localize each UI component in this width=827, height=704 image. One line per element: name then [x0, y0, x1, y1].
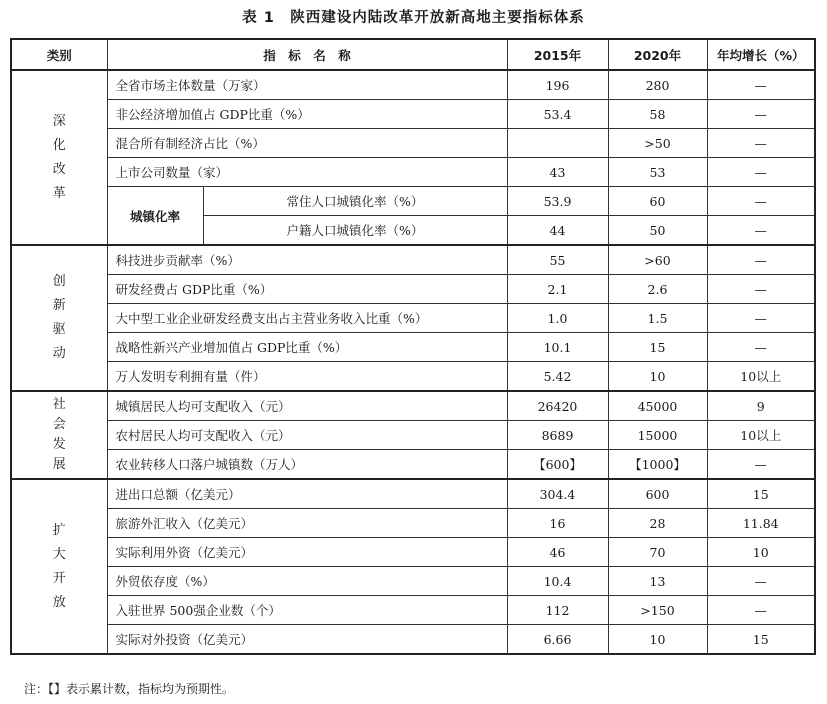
value-2015: 10.1: [507, 333, 608, 362]
table-row: [11, 100, 815, 129]
header-category: 类别: [11, 39, 107, 70]
category-cell: 深 化 改 革: [11, 70, 107, 245]
table-row: [11, 158, 815, 187]
value-2015: 304.4: [507, 479, 608, 509]
table-row: [11, 509, 815, 538]
table-row: [11, 275, 815, 304]
table-row: [11, 333, 815, 362]
table-row: [11, 538, 815, 567]
table-row: [11, 187, 815, 216]
value-2015: 53.9: [507, 187, 608, 216]
indicator-name: 大中型工业企业研发经费支出占主营业务收入比重（%）: [107, 304, 507, 333]
value-growth: —: [707, 129, 815, 158]
value-2015: 43: [507, 158, 608, 187]
header-2015: 2015年: [507, 39, 608, 70]
value-2020: 2.6: [608, 275, 707, 304]
table-row: [11, 450, 815, 480]
value-2020: 15: [608, 333, 707, 362]
value-2015: 26420: [507, 391, 608, 421]
value-growth: —: [707, 333, 815, 362]
value-growth: 11.84: [707, 509, 815, 538]
header-indicator-name: 指 标 名 称: [107, 39, 507, 70]
value-2020: 1.5: [608, 304, 707, 333]
table-row: [11, 304, 815, 333]
value-2015: 1.0: [507, 304, 608, 333]
value-growth: —: [707, 567, 815, 596]
value-2015: 196: [507, 70, 608, 100]
value-growth: 10以上: [707, 421, 815, 450]
value-2020: 70: [608, 538, 707, 567]
indicator-name: 混合所有制经济占比（%）: [107, 129, 507, 158]
value-growth: 15: [707, 479, 815, 509]
table-row: [11, 625, 815, 655]
value-2020: >150: [608, 596, 707, 625]
footnote: 注：【】表示累计数，指标均为预期性。: [24, 682, 235, 696]
header-2020: 2020年: [608, 39, 707, 70]
indicator-name: 进出口总额（亿美元）: [107, 479, 507, 509]
table-row: [11, 391, 815, 421]
table-row: [11, 421, 815, 450]
table-row: [11, 567, 815, 596]
value-growth: 9: [707, 391, 815, 421]
value-growth: —: [707, 100, 815, 129]
indicator-table: [10, 38, 816, 655]
value-growth: —: [707, 450, 815, 480]
value-growth: —: [707, 216, 815, 246]
value-2020: 10: [608, 362, 707, 392]
indicator-name: 户籍人口城镇化率（%）: [203, 216, 507, 246]
category-cell: 扩 大 开 放: [11, 479, 107, 654]
indicator-name: 科技进步贡献率（%）: [107, 245, 507, 275]
value-2015: 112: [507, 596, 608, 625]
table-row: [11, 129, 815, 158]
indicator-name: 外贸依存度（%）: [107, 567, 507, 596]
value-2020: 10: [608, 625, 707, 655]
value-2020: 60: [608, 187, 707, 216]
urbanization-rate-label: 城镇化率: [107, 187, 203, 246]
indicator-name: 战略性新兴产业增加值占 GDP比重（%）: [107, 333, 507, 362]
value-2020: 280: [608, 70, 707, 100]
value-2015: 【600】: [507, 450, 608, 480]
header-row: [11, 39, 815, 70]
indicator-name: 上市公司数量（家）: [107, 158, 507, 187]
value-2020: 13: [608, 567, 707, 596]
category-cell: 社 会 发 展: [11, 391, 107, 479]
value-2015: 10.4: [507, 567, 608, 596]
value-growth: 15: [707, 625, 815, 655]
value-2015: 44: [507, 216, 608, 246]
value-2015: 46: [507, 538, 608, 567]
value-2015: 16: [507, 509, 608, 538]
value-2015: 5.42: [507, 362, 608, 392]
table-row: [11, 70, 815, 100]
group-social-development: [11, 391, 815, 479]
value-2015: 6.66: [507, 625, 608, 655]
value-2020: 58: [608, 100, 707, 129]
indicator-name: 城镇居民人均可支配收入（元）: [107, 391, 507, 421]
value-growth: 10: [707, 538, 815, 567]
group-innovation-driven: [11, 245, 815, 391]
indicator-name: 入驻世界 500强企业数（个）: [107, 596, 507, 625]
value-growth: —: [707, 70, 815, 100]
group-deepen-reform: [11, 70, 815, 245]
value-2020: >60: [608, 245, 707, 275]
indicator-name: 万人发明专利拥有量（件）: [107, 362, 507, 392]
value-2020: 15000: [608, 421, 707, 450]
table-row: [11, 362, 815, 392]
value-2015: [507, 129, 608, 158]
table-title: 表 1 陕西建设内陆改革开放新高地主要指标体系: [242, 10, 585, 26]
indicator-name: 非公经济增加值占 GDP比重（%）: [107, 100, 507, 129]
value-2020: 45000: [608, 391, 707, 421]
value-2020: 600: [608, 479, 707, 509]
value-growth: —: [707, 596, 815, 625]
category-cell: 创 新 驱 动: [11, 245, 107, 391]
value-2020: >50: [608, 129, 707, 158]
value-growth: 10以上: [707, 362, 815, 392]
table-row: [11, 479, 815, 509]
indicator-name: 农业转移人口落户城镇数（万人）: [107, 450, 507, 480]
value-2020: 【1000】: [608, 450, 707, 480]
value-growth: —: [707, 187, 815, 216]
value-growth: —: [707, 304, 815, 333]
value-growth: —: [707, 275, 815, 304]
header-annual-growth: 年均增长（%）: [707, 39, 815, 70]
table-row: [11, 596, 815, 625]
value-2015: 2.1: [507, 275, 608, 304]
value-growth: —: [707, 245, 815, 275]
indicator-name: 常住人口城镇化率（%）: [203, 187, 507, 216]
table-row: [11, 245, 815, 275]
indicator-name: 全省市场主体数量（万家）: [107, 70, 507, 100]
indicator-name: 农村居民人均可支配收入（元）: [107, 421, 507, 450]
value-2015: 53.4: [507, 100, 608, 129]
value-2015: 55: [507, 245, 608, 275]
indicator-name: 实际对外投资（亿美元）: [107, 625, 507, 655]
group-expand-opening: [11, 479, 815, 654]
value-2020: 28: [608, 509, 707, 538]
value-2020: 53: [608, 158, 707, 187]
value-growth: —: [707, 158, 815, 187]
indicator-name: 旅游外汇收入（亿美元）: [107, 509, 507, 538]
indicator-name: 研发经费占 GDP比重（%）: [107, 275, 507, 304]
value-2020: 50: [608, 216, 707, 246]
value-2015: 8689: [507, 421, 608, 450]
indicator-name: 实际利用外资（亿美元）: [107, 538, 507, 567]
